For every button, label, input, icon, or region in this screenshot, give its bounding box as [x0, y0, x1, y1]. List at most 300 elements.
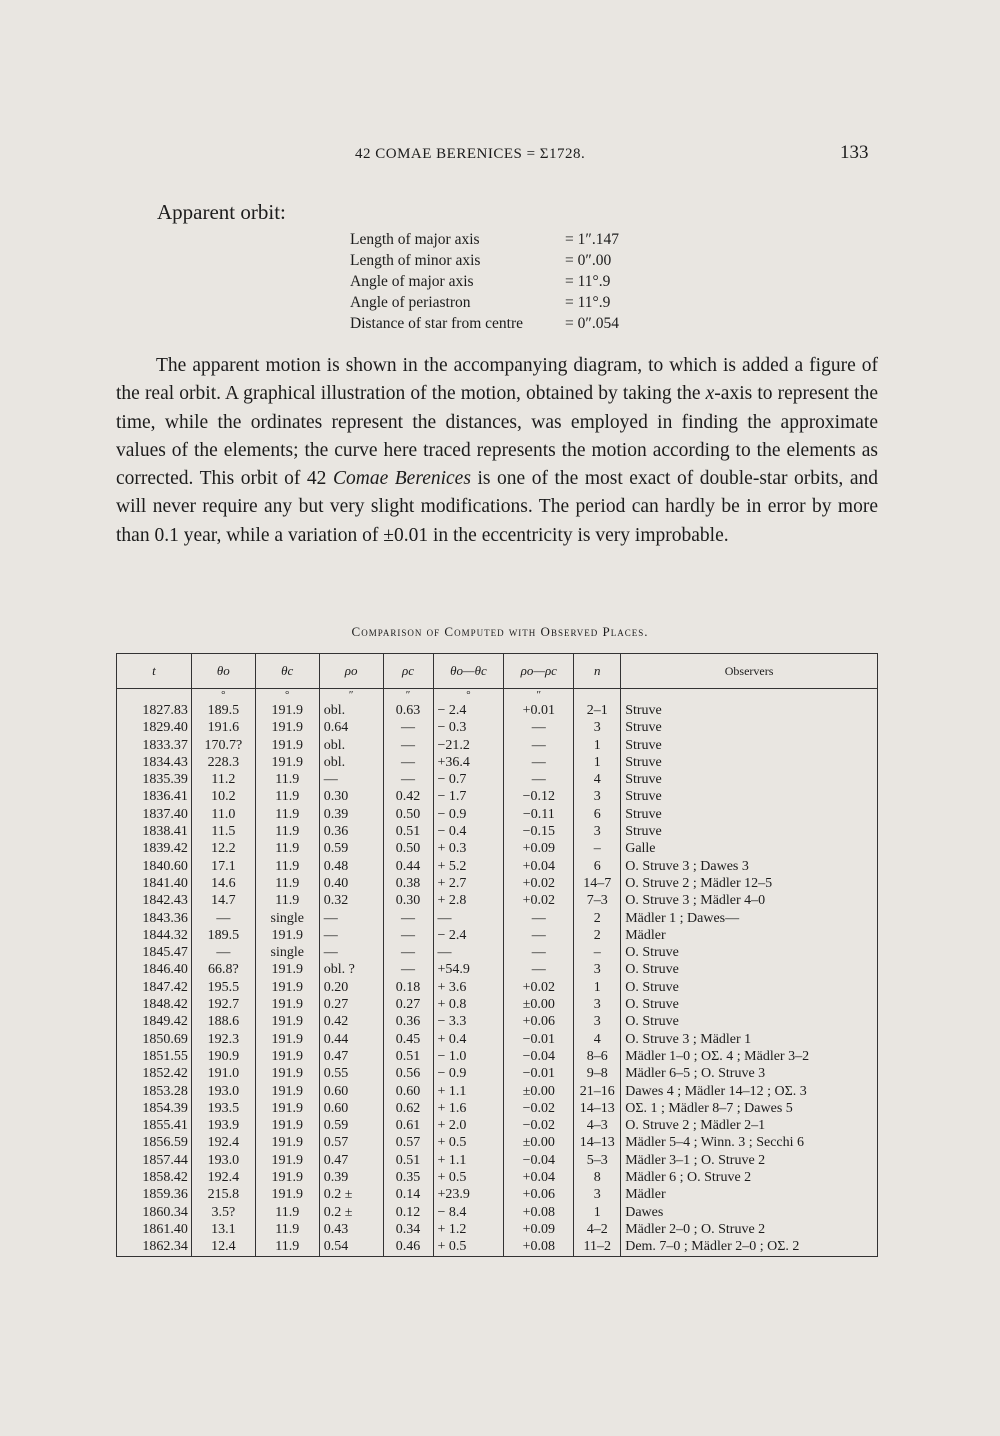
page-number: 133	[840, 142, 869, 163]
unit-cell	[117, 689, 192, 703]
col-rho-o-cell: 0.47	[319, 1048, 383, 1065]
col-t-cell: 1850.69	[117, 1031, 192, 1048]
paragraph-italic-x: x	[705, 383, 715, 405]
col-theta-o-cell: 215.8	[191, 1186, 255, 1203]
table-row	[117, 979, 878, 996]
table-row	[117, 737, 878, 754]
col-theta-c-cell: 191.9	[255, 737, 319, 754]
comparison-table-container	[116, 653, 878, 1257]
col-rho-o-cell: obl.	[319, 737, 383, 754]
col-rho-c-cell: 0.45	[383, 1031, 433, 1048]
col-t-cell: 1843.36	[117, 910, 192, 927]
col-theta-o-cell: 10.2	[191, 788, 255, 805]
col-observers-cell: O. Struve	[621, 961, 878, 978]
col-observers-cell: Mädler 1 ; Dawes—	[621, 910, 878, 927]
col-rho-c-cell: —	[383, 771, 433, 788]
col-observers-cell: Struve	[621, 771, 878, 788]
col-theta-c-cell: 11.9	[255, 1221, 319, 1238]
col-theta-c-cell: single	[255, 944, 319, 961]
col-theta-o-cell: 3.5?	[191, 1204, 255, 1221]
col-rho-o-cell: 0.32	[319, 892, 383, 909]
col-rho-c-cell: 0.27	[383, 996, 433, 1013]
col-theta-c-cell: 191.9	[255, 927, 319, 944]
col-rho-o-cell: 0.48	[319, 858, 383, 875]
col-observers-cell: O. Struve	[621, 996, 878, 1013]
col-theta-c-cell: 191.9	[255, 1083, 319, 1100]
col-observers-cell: O. Struve 2 ; Mädler 12–5	[621, 875, 878, 892]
col-rho-c-cell: 0.56	[383, 1065, 433, 1082]
col-observers-cell: Mädler	[621, 1186, 878, 1203]
col-n-cell: 8–6	[574, 1048, 621, 1065]
col-n-cell: 9–8	[574, 1065, 621, 1082]
table-row	[117, 788, 878, 805]
col-rho-diff-cell: +0.09	[504, 1221, 574, 1238]
col-t-cell: 1862.34	[117, 1238, 192, 1256]
unit-cell	[621, 689, 878, 703]
col-n-cell: 14–13	[574, 1134, 621, 1151]
col-theta-c-cell: single	[255, 910, 319, 927]
col-n-cell: 3	[574, 1186, 621, 1203]
col-theta-diff-cell: —	[433, 910, 504, 927]
col-t-cell: 1841.40	[117, 875, 192, 892]
col-rho-c-cell: 0.50	[383, 806, 433, 823]
col-rho-diff-cell: −0.01	[504, 1065, 574, 1082]
col-observers-cell: O. Struve	[621, 944, 878, 961]
col-n-cell: 2	[574, 910, 621, 927]
col-theta-diff-cell: + 0.8	[433, 996, 504, 1013]
col-theta-c-cell: 191.9	[255, 1186, 319, 1203]
col-rho-diff-cell: −0.04	[504, 1048, 574, 1065]
col-rho-c-cell: 0.51	[383, 823, 433, 840]
col-t-cell: 1839.42	[117, 840, 192, 857]
table-row	[117, 719, 878, 736]
col-theta-diff-cell: + 0.3	[433, 840, 504, 857]
col-theta-diff-cell: + 2.8	[433, 892, 504, 909]
col-theta-c-cell: 11.9	[255, 771, 319, 788]
col-theta-o-cell: 188.6	[191, 1013, 255, 1030]
table-row	[117, 1117, 878, 1134]
col-rho-o-cell: 0.54	[319, 1238, 383, 1256]
col-rho-o-cell: 0.60	[319, 1083, 383, 1100]
col-rho-c-cell: 0.38	[383, 875, 433, 892]
col-theta-c-cell: 11.9	[255, 840, 319, 857]
table-row	[117, 892, 878, 909]
col-theta-c-cell: 191.9	[255, 719, 319, 736]
col-theta-c-cell: 191.9	[255, 702, 319, 719]
col-theta-c-cell: 191.9	[255, 961, 319, 978]
col-theta-diff-cell: − 1.0	[433, 1048, 504, 1065]
col-n-cell: 5–3	[574, 1152, 621, 1169]
orbit-element-value: = 11°.9	[565, 273, 611, 290]
orbit-elements-list	[350, 229, 655, 334]
col-rho-c-cell: —	[383, 910, 433, 927]
col-rho-c-cell: —	[383, 927, 433, 944]
col-observers-cell: Galle	[621, 840, 878, 857]
col-rho-c-cell: 0.51	[383, 1048, 433, 1065]
col-rho-diff-cell: −0.02	[504, 1117, 574, 1134]
col-theta-c-cell: 11.9	[255, 823, 319, 840]
paragraph-text: -axis to represent the time, while the ordinates represent the distances, was employed in finding the approximate values of the elements; the curve here traced represents the motion according to the elements as corrected. This orbit of 42	[116, 383, 878, 490]
col-t-cell: 1835.39	[117, 771, 192, 788]
col-rho-c-cell: —	[383, 719, 433, 736]
table-row	[117, 961, 878, 978]
orbit-element-label: Angle of periastron	[350, 294, 471, 311]
col-theta-c-header: θc	[255, 654, 319, 689]
col-theta-c-cell: 191.9	[255, 1117, 319, 1134]
col-t-cell: 1846.40	[117, 961, 192, 978]
col-rho-diff-cell: ±0.00	[504, 1083, 574, 1100]
col-theta-diff-cell: + 2.7	[433, 875, 504, 892]
col-theta-diff-cell: + 1.1	[433, 1152, 504, 1169]
body-paragraph	[116, 352, 878, 550]
table-row	[117, 1083, 878, 1100]
orbit-element-label: Angle of major axis	[350, 273, 474, 290]
col-theta-diff-cell: + 0.5	[433, 1169, 504, 1186]
table-row	[117, 771, 878, 788]
paragraph-italic-star-name: Comae Berenices	[332, 468, 471, 490]
table-row	[117, 944, 878, 961]
table-row	[117, 1238, 878, 1256]
page-header	[0, 142, 1000, 170]
col-rho-o-cell: —	[319, 771, 383, 788]
orbit-element-value: = 11°.9	[565, 294, 611, 311]
col-theta-o-cell: 192.7	[191, 996, 255, 1013]
col-theta-diff-cell: − 2.4	[433, 702, 504, 719]
col-rho-o-header: ρo	[319, 654, 383, 689]
col-rho-o-cell: 0.59	[319, 1117, 383, 1134]
col-rho-diff-cell: +0.06	[504, 1013, 574, 1030]
col-rho-diff-cell: —	[504, 737, 574, 754]
table-row	[117, 1134, 878, 1151]
col-observers-cell: Mädler 1–0 ; OΣ. 4 ; Mädler 3–2	[621, 1048, 878, 1065]
col-theta-o-cell: 170.7?	[191, 737, 255, 754]
col-rho-c-cell: 0.50	[383, 840, 433, 857]
col-rho-o-cell: 0.39	[319, 806, 383, 823]
col-observers-cell: Struve	[621, 737, 878, 754]
col-rho-c-cell: 0.42	[383, 788, 433, 805]
col-t-cell: 1833.37	[117, 737, 192, 754]
col-theta-c-cell: 191.9	[255, 1134, 319, 1151]
col-theta-o-cell: 14.7	[191, 892, 255, 909]
col-theta-diff-cell: + 0.5	[433, 1134, 504, 1151]
col-theta-o-cell: 66.8?	[191, 961, 255, 978]
col-rho-c-cell: 0.34	[383, 1221, 433, 1238]
col-theta-diff-cell: − 0.9	[433, 806, 504, 823]
col-rho-diff-cell: −0.04	[504, 1152, 574, 1169]
col-theta-o-header: θo	[191, 654, 255, 689]
col-t-cell: 1838.41	[117, 823, 192, 840]
col-theta-o-cell: 190.9	[191, 1048, 255, 1065]
col-observers-cell: Struve	[621, 806, 878, 823]
orbit-element-row	[350, 292, 655, 313]
col-observers-cell: O. Struve	[621, 979, 878, 996]
col-theta-diff-cell: +54.9	[433, 961, 504, 978]
col-rho-diff-cell: +0.02	[504, 892, 574, 909]
col-rho-o-cell: 0.2 ±	[319, 1204, 383, 1221]
col-theta-c-cell: 191.9	[255, 1031, 319, 1048]
col-n-cell: 3	[574, 823, 621, 840]
col-observers-cell: Struve	[621, 754, 878, 771]
col-theta-o-cell: 193.9	[191, 1117, 255, 1134]
col-rho-o-cell: 0.40	[319, 875, 383, 892]
table-row	[117, 875, 878, 892]
col-theta-diff-cell: − 0.3	[433, 719, 504, 736]
col-rho-c-cell: 0.51	[383, 1152, 433, 1169]
col-rho-diff-cell: +0.04	[504, 858, 574, 875]
col-n-cell: 3	[574, 788, 621, 805]
col-n-cell: 14–7	[574, 875, 621, 892]
col-observers-cell: Mädler 2–0 ; O. Struve 2	[621, 1221, 878, 1238]
col-rho-diff-cell: +0.08	[504, 1238, 574, 1256]
col-n-cell: –	[574, 944, 621, 961]
orbit-element-value: = 1″.147	[565, 231, 619, 248]
col-n-cell: 3	[574, 996, 621, 1013]
col-theta-o-cell: 13.1	[191, 1221, 255, 1238]
col-t-cell: 1853.28	[117, 1083, 192, 1100]
col-t-header: t	[117, 654, 192, 689]
col-rho-o-cell: 0.20	[319, 979, 383, 996]
col-rho-o-cell: 0.27	[319, 996, 383, 1013]
col-theta-diff-header: θo—θc	[433, 654, 504, 689]
col-n-cell: 3	[574, 719, 621, 736]
col-rho-o-cell: 0.30	[319, 788, 383, 805]
col-t-cell: 1847.42	[117, 979, 192, 996]
col-theta-diff-cell: + 1.2	[433, 1221, 504, 1238]
orbit-element-label: Length of major axis	[350, 231, 480, 248]
col-n-cell: 1	[574, 979, 621, 996]
col-rho-diff-header: ρo—ρc	[504, 654, 574, 689]
col-n-cell: 7–3	[574, 892, 621, 909]
col-theta-diff-cell: − 0.4	[433, 823, 504, 840]
running-title: 42 COMAE BERENICES = Σ1728.	[355, 146, 586, 162]
col-theta-c-cell: 11.9	[255, 892, 319, 909]
col-theta-o-cell: 193.0	[191, 1083, 255, 1100]
unit-cell	[574, 689, 621, 703]
unit-cell: ″	[504, 689, 574, 703]
col-t-cell: 1858.42	[117, 1169, 192, 1186]
col-theta-o-cell: 192.4	[191, 1134, 255, 1151]
col-t-cell: 1849.42	[117, 1013, 192, 1030]
col-theta-diff-cell: +23.9	[433, 1186, 504, 1203]
col-observers-cell: Struve	[621, 702, 878, 719]
col-rho-c-cell: 0.12	[383, 1204, 433, 1221]
col-observers-cell: Mädler 6–5 ; O. Struve 3	[621, 1065, 878, 1082]
col-theta-o-cell: —	[191, 910, 255, 927]
col-rho-diff-cell: +0.02	[504, 979, 574, 996]
col-theta-o-cell: 191.0	[191, 1065, 255, 1082]
col-rho-diff-cell: ±0.00	[504, 996, 574, 1013]
col-rho-diff-cell: —	[504, 927, 574, 944]
unit-cell: °	[433, 689, 504, 703]
col-theta-c-cell: 191.9	[255, 1100, 319, 1117]
paragraph-text: The apparent motion is shown in the accompanying diagram, to which is added a figure of the real orbit. A graphical illustration of the motion, obtained by taking the	[116, 355, 878, 405]
col-t-cell: 1842.43	[117, 892, 192, 909]
col-rho-diff-cell: —	[504, 754, 574, 771]
col-n-cell: 4–3	[574, 1117, 621, 1134]
col-rho-c-cell: —	[383, 754, 433, 771]
col-rho-diff-cell: —	[504, 719, 574, 736]
col-rho-diff-cell: −0.02	[504, 1100, 574, 1117]
col-observers-header: Observers	[621, 654, 878, 689]
col-theta-diff-cell: —	[433, 944, 504, 961]
col-rho-diff-cell: +0.02	[504, 875, 574, 892]
table-row	[117, 1152, 878, 1169]
table-row	[117, 1013, 878, 1030]
col-rho-diff-cell: −0.15	[504, 823, 574, 840]
col-rho-diff-cell: —	[504, 944, 574, 961]
col-theta-o-cell: 17.1	[191, 858, 255, 875]
table-row	[117, 910, 878, 927]
col-observers-cell: OΣ. 1 ; Mädler 8–7 ; Dawes 5	[621, 1100, 878, 1117]
col-rho-o-cell: 0.44	[319, 1031, 383, 1048]
col-rho-o-cell: obl. ?	[319, 961, 383, 978]
col-theta-o-cell: 189.5	[191, 702, 255, 719]
col-observers-cell: O. Struve	[621, 1013, 878, 1030]
col-theta-c-cell: 191.9	[255, 1013, 319, 1030]
col-t-cell: 1857.44	[117, 1152, 192, 1169]
col-t-cell: 1836.41	[117, 788, 192, 805]
col-t-cell: 1827.83	[117, 702, 192, 719]
col-t-cell: 1855.41	[117, 1117, 192, 1134]
col-theta-diff-cell: − 8.4	[433, 1204, 504, 1221]
col-observers-cell: Mädler 3–1 ; O. Struve 2	[621, 1152, 878, 1169]
col-t-cell: 1859.36	[117, 1186, 192, 1203]
col-t-cell: 1856.59	[117, 1134, 192, 1151]
col-observers-cell: Mädler	[621, 927, 878, 944]
col-theta-c-cell: 191.9	[255, 979, 319, 996]
col-n-cell: 3	[574, 1013, 621, 1030]
table-row	[117, 823, 878, 840]
col-theta-c-cell: 11.9	[255, 858, 319, 875]
table-row	[117, 1169, 878, 1186]
col-t-cell: 1861.40	[117, 1221, 192, 1238]
col-observers-cell: O. Struve 3 ; Mädler 4–0	[621, 892, 878, 909]
table-row	[117, 1204, 878, 1221]
col-theta-diff-cell: −21.2	[433, 737, 504, 754]
col-n-cell: 8	[574, 1169, 621, 1186]
col-rho-o-cell: 0.42	[319, 1013, 383, 1030]
orbit-element-row	[350, 250, 655, 271]
table-row	[117, 1065, 878, 1082]
col-rho-o-cell: —	[319, 910, 383, 927]
unit-cell: °	[191, 689, 255, 703]
col-theta-o-cell: —	[191, 944, 255, 961]
table-row	[117, 996, 878, 1013]
col-theta-o-cell: 14.6	[191, 875, 255, 892]
col-n-cell: 1	[574, 1204, 621, 1221]
col-observers-cell: Mädler 6 ; O. Struve 2	[621, 1169, 878, 1186]
col-rho-o-cell: 0.2 ±	[319, 1186, 383, 1203]
comparison-table	[116, 653, 878, 1257]
col-n-cell: 1	[574, 754, 621, 771]
col-theta-o-cell: 191.6	[191, 719, 255, 736]
col-t-cell: 1829.40	[117, 719, 192, 736]
col-rho-diff-cell: ±0.00	[504, 1134, 574, 1151]
col-t-cell: 1852.42	[117, 1065, 192, 1082]
col-observers-cell: O. Struve 3 ; Dawes 3	[621, 858, 878, 875]
col-observers-cell: O. Struve 2 ; Mädler 2–1	[621, 1117, 878, 1134]
table-row	[117, 927, 878, 944]
col-rho-c-cell: —	[383, 737, 433, 754]
col-theta-diff-cell: + 0.5	[433, 1238, 504, 1256]
col-rho-c-cell: 0.62	[383, 1100, 433, 1117]
col-t-cell: 1854.39	[117, 1100, 192, 1117]
col-rho-c-cell: 0.44	[383, 858, 433, 875]
col-rho-diff-cell: +0.09	[504, 840, 574, 857]
col-theta-diff-cell: − 3.3	[433, 1013, 504, 1030]
orbit-element-value: = 0″.00	[565, 252, 612, 269]
col-rho-c-cell: —	[383, 961, 433, 978]
col-rho-c-cell: 0.57	[383, 1134, 433, 1151]
orbit-element-row	[350, 271, 655, 292]
col-rho-c-cell: —	[383, 944, 433, 961]
col-rho-o-cell: —	[319, 944, 383, 961]
col-n-cell: 14–13	[574, 1100, 621, 1117]
col-rho-diff-cell: —	[504, 961, 574, 978]
col-theta-diff-cell: + 0.4	[433, 1031, 504, 1048]
col-theta-diff-cell: − 2.4	[433, 927, 504, 944]
col-theta-diff-cell: − 0.9	[433, 1065, 504, 1082]
table-row	[117, 1100, 878, 1117]
col-theta-o-cell: 12.4	[191, 1238, 255, 1256]
col-rho-c-cell: 0.46	[383, 1238, 433, 1256]
col-n-cell: 4	[574, 1031, 621, 1048]
col-theta-o-cell: 228.3	[191, 754, 255, 771]
col-t-cell: 1851.55	[117, 1048, 192, 1065]
col-n-cell: 4	[574, 771, 621, 788]
col-rho-c-header: ρc	[383, 654, 433, 689]
col-theta-diff-cell: + 5.2	[433, 858, 504, 875]
col-theta-c-cell: 191.9	[255, 1152, 319, 1169]
table-caption: Comparison of Computed with Observed Places.	[351, 624, 649, 639]
col-rho-diff-cell: +0.06	[504, 1186, 574, 1203]
table-row	[117, 840, 878, 857]
col-t-cell: 1860.34	[117, 1204, 192, 1221]
col-theta-c-cell: 11.9	[255, 1204, 319, 1221]
table-row	[117, 1048, 878, 1065]
col-theta-diff-cell: − 0.7	[433, 771, 504, 788]
col-rho-diff-cell: —	[504, 910, 574, 927]
col-rho-o-cell: 0.59	[319, 840, 383, 857]
col-theta-o-cell: 195.5	[191, 979, 255, 996]
orbit-element-value: = 0″.054	[565, 315, 619, 332]
col-rho-c-cell: 0.35	[383, 1169, 433, 1186]
col-theta-diff-cell: + 1.6	[433, 1100, 504, 1117]
table-row	[117, 806, 878, 823]
col-theta-diff-cell: + 2.0	[433, 1117, 504, 1134]
col-n-cell: 3	[574, 961, 621, 978]
orbit-element-label: Length of minor axis	[350, 252, 481, 269]
col-observers-cell: Dawes	[621, 1204, 878, 1221]
col-observers-cell: Mädler 5–4 ; Winn. 3 ; Secchi 6	[621, 1134, 878, 1151]
orbit-element-row	[350, 313, 655, 334]
unit-cell: ″	[319, 689, 383, 703]
col-theta-c-cell: 191.9	[255, 1169, 319, 1186]
col-theta-c-cell: 191.9	[255, 754, 319, 771]
col-theta-diff-cell: − 1.7	[433, 788, 504, 805]
col-n-cell: 4–2	[574, 1221, 621, 1238]
col-rho-c-cell: 0.14	[383, 1186, 433, 1203]
table-row	[117, 754, 878, 771]
col-observers-cell: Dem. 7–0 ; Mädler 2–0 ; OΣ. 2	[621, 1238, 878, 1256]
section-heading: Apparent orbit:	[157, 200, 286, 224]
col-theta-diff-cell: + 1.1	[433, 1083, 504, 1100]
col-rho-o-cell: 0.60	[319, 1100, 383, 1117]
col-rho-c-cell: 0.61	[383, 1117, 433, 1134]
col-t-cell: 1837.40	[117, 806, 192, 823]
col-theta-diff-cell: +36.4	[433, 754, 504, 771]
col-t-cell: 1845.47	[117, 944, 192, 961]
